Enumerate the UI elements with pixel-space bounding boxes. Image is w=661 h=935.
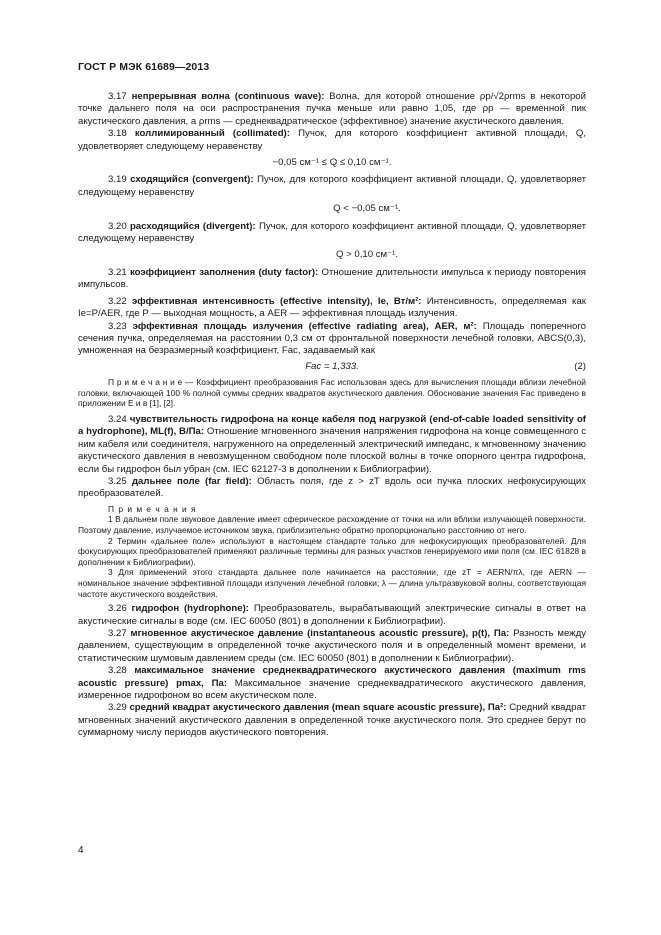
definition-number: 3.18 [108, 128, 127, 140]
definition-number: 3.25 [108, 475, 127, 487]
definition-3-19 [78, 174, 586, 199]
definition-text: Пучок, для которого коэффициент активной площади, Q, удовлетворяет следующему неравенству [78, 174, 586, 198]
definition-text: Площадь поперечного сечения пучка, определяемая на расстоянии 0,3 см от фронтальной поверхности лечебной головки, ABCS(0,3), умноженная на безразмерный коэффициент, Fac, задаваемый как [78, 320, 586, 357]
standard-header: ГОСТ Р МЭК 61689—2013 [78, 61, 210, 73]
definition-term: максимальное значение среднеквадратического акустического давления (maximum rms acoustic pressure) pmax, Па: [78, 665, 586, 689]
definition-text: Преобразователь, вырабатывающий электрические сигналы в ответ на акустические сигналы в воде (см. IEC 60050 (801) в дополнении к Библиографии). [78, 603, 586, 627]
definition-text: Максимальное значение среднеквадратического акустического давления, измеренное гидрофоном во всем акустическом поле. [78, 677, 586, 701]
definition-number: 3.24 [108, 413, 127, 425]
note-item: 3 Для применений этого стандарта дальнее поле начинается на расстоянии, где zT = AERN/πλ, где AERN — номинальное значение эффективной площади излучения лечебной головки; λ — длина ультразвуковой волны, соответствующая частоте акустического воздействия. [78, 567, 586, 599]
definition-number: 3.27 [108, 627, 127, 639]
definition-term: сходящийся (convergent): [130, 174, 254, 186]
definition-3-28 [78, 665, 586, 702]
definition-text: Волна, для которой отношение ρp/√2ρrms в некоторой точке дальнего поля на оси распространения пучка меньше или равно 1,05, где ρp — временной пик акустического давления, а ρrms — среднеквадратическое (эффективное) значение акустического давления. [78, 91, 586, 127]
definition-3-23 [78, 321, 586, 358]
note-item: 1 В дальнем поле звуковое давление имеет сферическое расхождение от точки на или вблизи излучающей поверхности. Поэтому давление, излучаемое источником звука, приблизительно обратно пропорционально расстоянию от него. [78, 514, 586, 535]
definition-3-18 [78, 128, 586, 153]
definition-text: Средний квадрат мгновенных значений акустического давления в определенной точке акустического поля. Это среднее берут по суммарному числу периодов акустического повторения. [78, 702, 586, 739]
definition-text: Разность между давлением, существующим в определенной точке акустического поля и в определенный момент времени, и статистическим шумовым давлением среды (см. IEC 60050 (801) в дополнении к Библиографии). [78, 627, 586, 664]
definition-3-25 [78, 476, 586, 501]
definition-3-20 [78, 221, 586, 246]
definition-text: Отношение длительности импульса к периоду повторения импульсов. [78, 266, 586, 291]
definition-term: чувствительность гидрофона на конце кабеля под нагрузкой (end-of-cable loaded sensitivity of a hydrophone), ML(f), В/Па: [78, 413, 586, 438]
definition-3-29 [78, 702, 586, 739]
note-item: 2 Термин «дальнее поле» используют в настоящем стандарте только для нефокусирующих преобразователей. Для фокусирующих преобразователей применяют различные термины для разных участков генерируемого ими поля (см. IEC 61828 в дополнении к Библиографии). [78, 535, 586, 567]
definition-number: 3.17 [108, 91, 127, 102]
definition-number: 3.21 [108, 266, 127, 278]
definition-text: Интенсивность, определяемая как Ie=P/AER, где P — выходная мощность, а AER — эффективная площадь излучения. [78, 295, 586, 320]
definition-3-27 [78, 628, 586, 665]
definition-term: непрерывная волна (continuous wave): [131, 91, 325, 102]
formula-divergent: Q > 0,10 см⁻¹. [335, 249, 399, 261]
definition-number: 3.20 [108, 220, 127, 232]
definition-3-26 [78, 603, 586, 628]
definition-term: средний квадрат акустического давления (mean square acoustic pressure), Па²: [129, 702, 507, 714]
definition-number: 3.26 [108, 603, 127, 615]
definition-3-21 [78, 267, 586, 292]
definition-3-24 [78, 414, 586, 476]
page-number: 4 [78, 845, 84, 856]
definitions-body [78, 91, 586, 740]
definition-text: Пучок, для которого коэффициент активной площади, Q, удовлетворяет следующему неравенству [78, 128, 586, 152]
definition-text: Область поля, где z > zT вдоль оси пучка плоских нефокусирующих преобразователей. [78, 475, 587, 500]
definition-number: 3.22 [108, 295, 127, 307]
definition-number: 3.23 [108, 320, 127, 332]
definition-number: 3.29 [108, 702, 127, 714]
definition-3-17 [78, 91, 586, 128]
definition-term: коллимированный (collimated): [134, 128, 290, 140]
definition-text: Пучок, для которого коэффициент активной площади, Q, удовлетворяет следующему неравенству [78, 220, 586, 245]
definition-term: коэффициент заполнения (duty factor): [129, 266, 319, 278]
note-3-23: П р и м е ч а н и е — Коэффициент преобразования Fac использован здесь для вычисления площади вблизи лечебной головки, включающей 100 % полной суммы средних квадратов акустического давления. Обоснование значения Fac приведено в приложении E и в [1], [2]. [78, 377, 586, 409]
formula-fac [78, 361, 586, 373]
formula-collimated: −0,05 см⁻¹ ≤ Q ≤ 0,10 см⁻¹. [272, 157, 392, 169]
definition-3-22 [78, 296, 586, 321]
definition-term: гидрофон (hydrophone): [131, 603, 249, 615]
definition-term: дальнее поле (far field): [131, 475, 252, 487]
formula-convergent: Q < −0,05 см⁻¹. [333, 203, 401, 215]
definition-number: 3.19 [108, 174, 127, 186]
definition-term: эффективная интенсивность (effective intensity), Ie, Вт/м²: [131, 295, 422, 307]
definition-term: мгновенное акустическое давление (instantaneous acoustic pressure), p(t), Па: [130, 627, 510, 639]
notes-title: П р и м е ч а н и я [108, 503, 197, 514]
definition-number: 3.28 [108, 665, 127, 677]
equation-number: (2) [574, 360, 586, 372]
definition-term: эффективная площадь излучения (effective radiating area), AER, м²: [132, 320, 477, 332]
definition-text: Отношение мгновенного значения напряжения гидрофона на конце совмещенного с ним кабеля или соединителя, нагруженного на определенный электрический импеданс, к мгновенному значению акустического давления в невозмущенном свободном поле плоской волны в точке опорного центра гидрофона, если бы гидрофон был убран (см. IEC 62127-3 в дополнении к Библиографии). [78, 426, 586, 475]
formula-fac-text: Fac = 1,333. [305, 360, 359, 372]
definition-term: расходящийся (divergent): [129, 220, 256, 232]
